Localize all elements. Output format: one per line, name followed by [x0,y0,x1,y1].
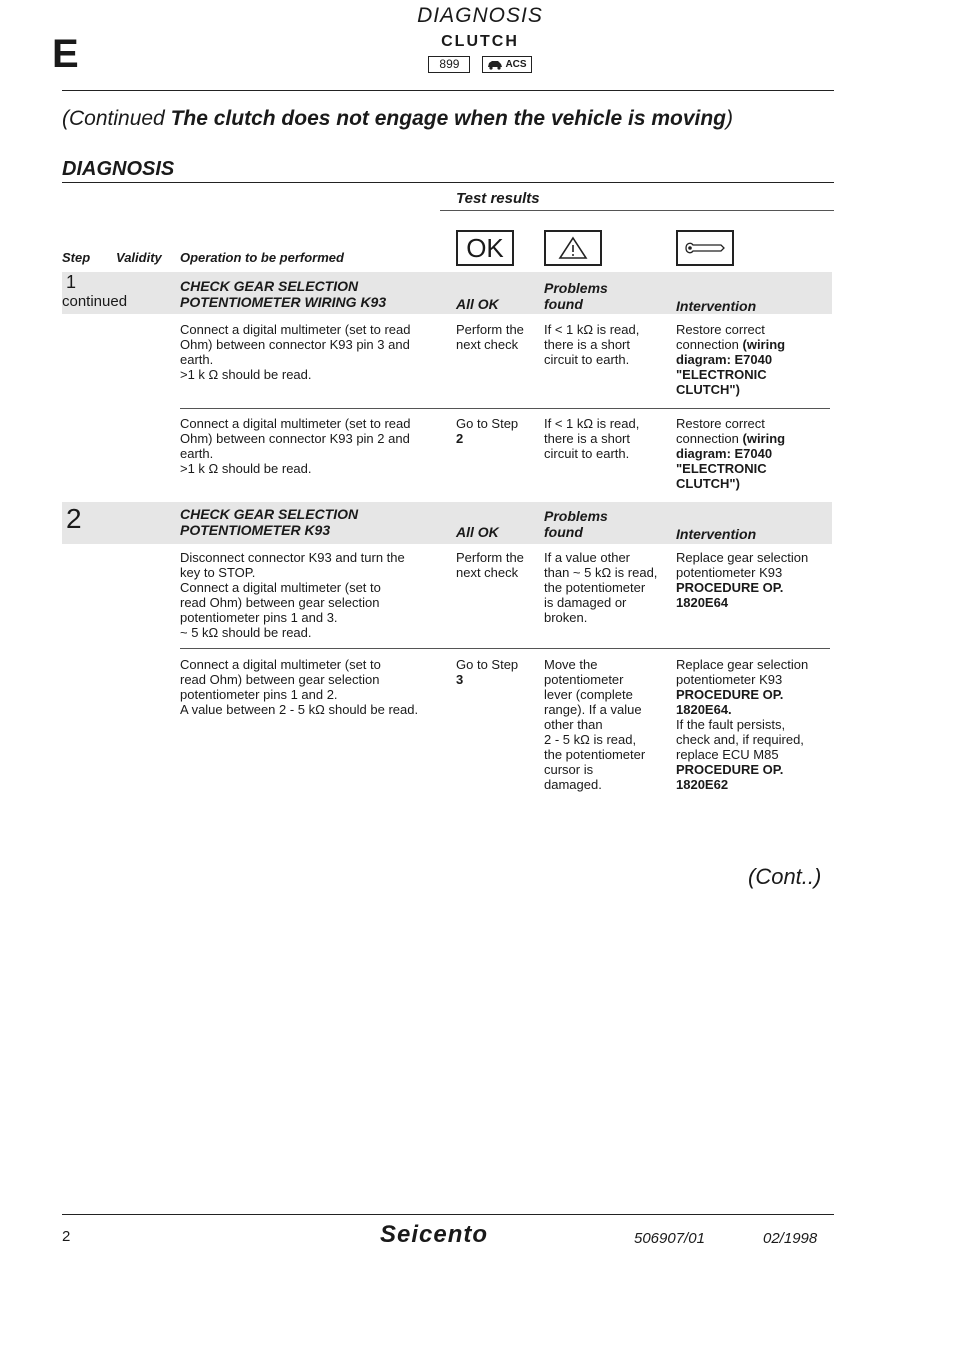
text-line: earth. [180,352,214,367]
text-line: Connect a digital multimeter (set to [180,657,381,672]
step-2-intervention: Intervention [676,526,757,542]
text-line: If < 1 kΩ is read, [544,322,640,337]
text-line: than ~ 5 kΩ is read, [544,565,658,580]
subsection-title: CLUTCH [441,33,519,50]
text-line: Restore correct [676,322,765,337]
text-line: circuit to earth. [544,446,630,461]
acs-label: ACS [505,59,527,70]
title-lead: (Continued [62,107,171,130]
step-1-row-2-operation [180,416,452,476]
step-1-problems-line1: Problems [544,280,608,296]
text-line: Connect a digital multimeter (set to [180,580,381,595]
row-divider [180,408,830,409]
text-line: is damaged or [544,595,627,610]
step-1-title [180,278,386,310]
text-line: connection [676,431,743,446]
text-line: potentiometer K93 [676,672,783,687]
step-2-title-line1: CHECK GEAR SELECTION [180,506,359,522]
text-line: potentiometer pins 1 and 3. [180,610,338,625]
text-line: potentiometer K93 [676,565,783,580]
continued-label: (Cont..) [748,864,822,889]
text-line: Disconnect connector K93 and turn the [180,550,405,565]
document-code: 506907/01 [634,1230,705,1247]
step-1-row-2-problem [544,416,639,461]
step-2-row-1-intervention [676,550,826,610]
text-line: Ohm) between connector K93 pin 2 and [180,431,410,446]
step-2-row-1-ok [456,550,524,580]
text-line: cursor is [544,762,594,777]
step-1-row-1-intervention [676,322,826,397]
step-2-title [180,506,358,538]
text-line: 1820E64. [676,702,732,717]
text-line: 1820E64 [676,595,729,610]
step-1-row-1-ok [456,322,524,352]
text-line: range). If a value [544,702,642,717]
heading-rule [62,182,834,183]
text-line: damaged. [544,777,602,792]
text-line: circuit to earth. [544,352,630,367]
text-line: 2 - 5 kΩ is read, [544,732,637,747]
text-line: connection [676,337,743,352]
title-close: ) [726,107,734,130]
text-line: the potentiometer [544,747,646,762]
step-1-number: 1 [66,272,77,292]
text-line: Perform the [456,322,524,337]
text-line: read Ohm) between gear selection [180,595,380,610]
text-line: diagram: E7040 [676,352,773,367]
page-title [62,106,822,131]
text-line: PROCEDURE OP. [676,580,784,595]
test-results-rule [440,210,834,211]
text-line: other than [544,717,603,732]
step-1-intervention: Intervention [676,298,757,314]
step-1-row-1-operation [180,322,452,382]
warning-icon [544,230,602,266]
text-line: ~ 5 kΩ should be read. [180,625,312,640]
step-2-row-2-ok [456,657,518,687]
col-operation: Operation to be performed [180,250,344,265]
footer-rule [62,1214,834,1215]
text-line: A value between 2 - 5 kΩ should be read. [180,702,419,717]
text-line: PROCEDURE OP. [676,687,784,702]
text-line: broken. [544,610,588,625]
text-line: Go to Step [456,657,519,672]
text-line: diagram: E7040 [676,446,773,461]
step-1-title-line1: CHECK GEAR SELECTION [180,278,359,294]
text-line: >1 k Ω should be read. [180,367,312,382]
ok-icon [456,230,514,266]
text-line: Replace gear selection [676,550,809,565]
text-line: check and, if required, [676,732,804,747]
step-1-validity: continued [62,293,128,310]
model-code-badge: 899 [428,56,470,73]
header-badges [0,56,960,73]
step-2-row-1-problem [544,550,657,625]
wrench-icon [676,230,734,266]
step-1-row-2-ok [456,416,518,446]
text-line: replace ECU M85 [676,747,779,762]
text-line: "ELECTRONIC [676,461,767,476]
acs-badge [482,56,531,73]
step-2-problems-line2: found [544,524,583,540]
step-1-row-1-problem [544,322,639,367]
text-line: Ohm) between connector K93 pin 3 and [180,337,410,352]
ok-icon-label: OK [466,233,504,263]
step-2-row-2-problem [544,657,645,792]
text-line: Move the [544,657,598,672]
text-line: If < 1 kΩ is read, [544,416,640,431]
text-line: If a value other [544,550,630,565]
step-2-problems [544,508,608,540]
text-line: 2 [456,431,464,446]
text-line: Restore correct [676,416,765,431]
text-line: Go to Step [456,416,519,431]
text-line: Connect a digital multimeter (set to read [180,322,411,337]
step-2-title-line2: POTENTIOMETER K93 [180,522,331,538]
text-line: Replace gear selection [676,657,809,672]
section-title: DIAGNOSIS [417,4,543,27]
text-line: >1 k Ω should be read. [180,461,312,476]
text-line: key to STOP. [180,565,256,580]
page-number: 2 [62,1228,71,1245]
text-line: there is a short [544,431,630,446]
step-2-problems-line1: Problems [544,508,608,524]
text-line: Perform the [456,550,524,565]
title-main: The clutch does not engage when the vehicle is moving [170,107,727,130]
text-line: there is a short [544,337,630,352]
text-line: CLUTCH") [676,382,740,397]
section-letter: E [52,32,79,76]
test-results-label: Test results [456,190,540,207]
step-2-row-2-operation [180,657,452,717]
brand-logo: Seicento [380,1221,489,1248]
step-2-row-1-operation [180,550,452,640]
text-line: lever (complete [544,687,633,702]
header-rule [62,90,834,91]
text-line: earth. [180,446,214,461]
text-line: Connect a digital multimeter (set to read [180,416,411,431]
step-2-number: 2 [66,503,82,534]
car-icon [487,59,503,70]
text-line: 1820E62 [676,777,729,792]
text-line: If the fault persists, [676,717,786,732]
step-1-title-line2: POTENTIOMETER WIRING K93 [180,294,387,310]
row-divider [180,648,830,649]
col-validity: Validity [116,250,162,265]
col-step: Step [62,250,91,265]
text-line: potentiometer [544,672,624,687]
step-1-problems-line2: found [544,296,583,312]
text-line: (wiring [742,431,786,446]
step-2-row-2-intervention [676,657,836,792]
text-line: potentiometer pins 1 and 2. [180,687,338,702]
step-1-problems [544,280,608,312]
step-1-row-2-intervention [676,416,826,491]
text-line: PROCEDURE OP. [676,762,784,777]
text-line: CLUTCH") [676,476,740,491]
step-1-all-ok: All OK [456,296,499,312]
text-line: next check [456,565,519,580]
text-line: read Ohm) between gear selection [180,672,380,687]
diagnosis-heading: DIAGNOSIS [62,158,175,180]
text-line: 3 [456,672,464,687]
text-line: next check [456,337,519,352]
text-line: the potentiometer [544,580,646,595]
step-2-all-ok: All OK [456,524,499,540]
document-date: 02/1998 [763,1230,818,1247]
text-line: "ELECTRONIC [676,367,767,382]
text-line: (wiring [742,337,786,352]
